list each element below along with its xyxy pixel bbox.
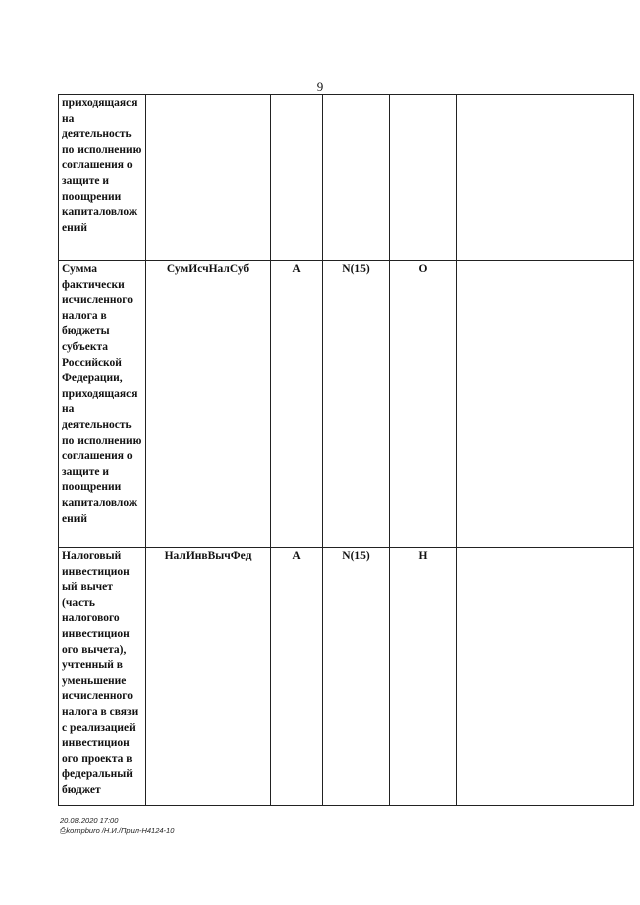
cell-format: N(15)	[323, 261, 390, 548]
printer-icon: ⎙	[60, 826, 67, 835]
cell-type: А	[271, 261, 323, 548]
cell-requirement: Н	[390, 548, 457, 806]
cell-name: Налоговый инвестицион ый вычет (часть налогового инвестицион ого вычета), учтенный в уменьшение исчисленного налога в связи с реализацией инвестицион ого проекта в федеральный бюджет	[59, 548, 146, 806]
cell-element: СумИсчНалСуб	[146, 261, 271, 548]
cell-type: А	[271, 548, 323, 806]
cell-extra	[457, 95, 634, 261]
cell-requirement: О	[390, 261, 457, 548]
footer	[60, 816, 174, 836]
requisites-table	[58, 94, 634, 806]
cell-type	[271, 95, 323, 261]
cell-extra	[457, 548, 634, 806]
footer-code: kompburo /Н.И./Прил-Н4124-10	[66, 826, 175, 835]
table-row	[59, 548, 634, 806]
cell-element	[146, 95, 271, 261]
cell-format: N(15)	[323, 548, 390, 806]
table-row	[59, 95, 634, 261]
footer-timestamp: 20.08.2020 17:00	[60, 816, 119, 825]
cell-extra	[457, 261, 634, 548]
footer-code-line	[60, 826, 174, 836]
cell-format	[323, 95, 390, 261]
cell-element: НалИнвВычФед	[146, 548, 271, 806]
cell-name: Сумма фактически исчисленного налога в бюджеты субъекта Российской Федерации, приходящаяся на деятельность по исполнению соглашения о защите и поощрении капиталовлож ений	[59, 261, 146, 548]
cell-requirement	[390, 95, 457, 261]
table-row	[59, 261, 634, 548]
cell-name: приходящаяся на деятельность по исполнению соглашения о защите и поощрении капиталовлож ений	[59, 95, 146, 261]
page-number: 9	[316, 79, 324, 94]
